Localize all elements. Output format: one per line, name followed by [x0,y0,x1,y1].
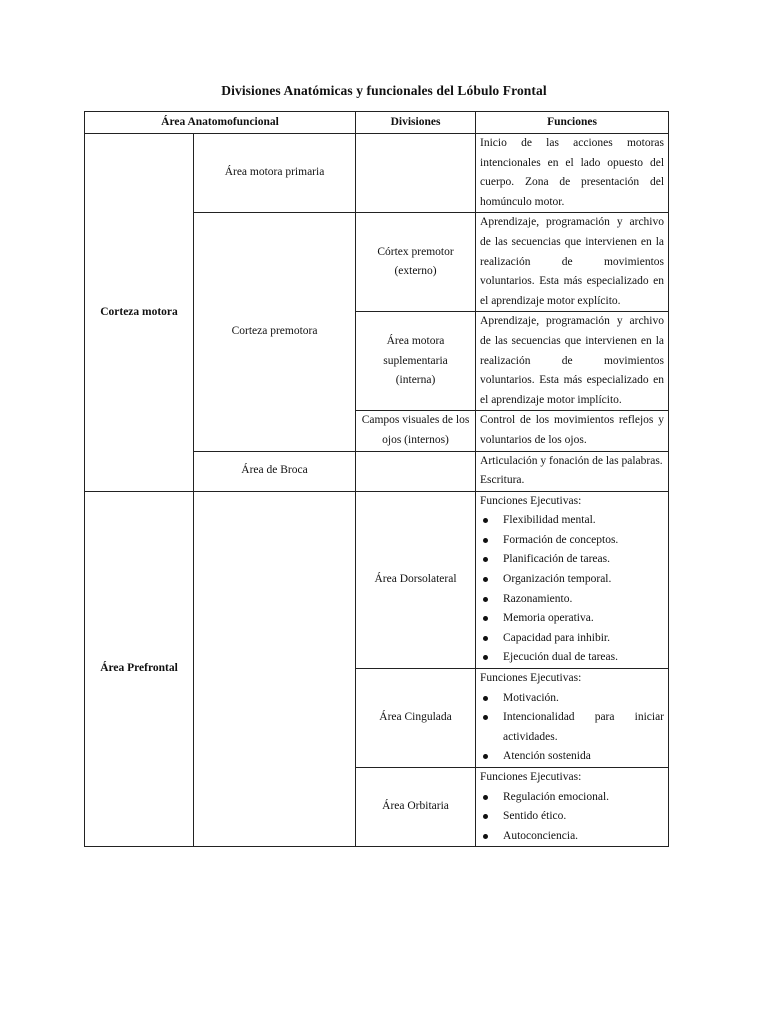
dorsolateral-list [480,511,664,668]
frontal-lobe-table [84,111,669,847]
funcion-orbitaria-cell [476,768,669,847]
funcion-cingulada-cell [476,669,669,768]
header-area: Área Anatomofuncional [85,112,356,134]
funciones-ejecutivas-heading: Funciones Ejecutivas: [480,494,582,507]
list-item: Autoconciencia. [480,827,664,847]
area-cingulada-cell: Área Cingulada [356,669,476,768]
funciones-ejecutivas-heading: Funciones Ejecutivas: [480,672,582,685]
empty-division-cell [356,451,476,491]
list-item: Memoria operativa. [480,609,664,629]
list-item: Razonamiento. [480,590,664,610]
list-item: Capacidad para inhibir. [480,629,664,649]
header-row [85,112,669,134]
list-item: Planificación de tareas. [480,550,664,570]
funcion-suplementaria-cell: Aprendizaje, programación y archivo de las secuencias que intervienen en la realización de movimientos voluntarios. Esta más especializado en el aprendizaje motor implícito. [476,312,669,411]
list-item: Organización temporal. [480,570,664,590]
area-motora-primaria-cell: Área motora primaria [194,134,356,213]
corteza-motora-cell: Corteza motora [85,134,194,492]
area-broca-cell: Área de Broca [194,451,356,491]
list-item: Atención sostenida [480,747,664,767]
list-item: Regulación emocional. [480,788,664,808]
funcion-cortex-premotor-cell: Aprendizaje, programación y archivo de las secuencias que intervienen en la realización de movimientos voluntarios. Esta más especializado en el aprendizaje motor explícito. [476,213,669,312]
funcion-primaria-cell: Inicio de las acciones motoras intencionales en el lado opuesto del cuerpo. Zona de presentación del homúnculo motor. [476,134,669,213]
document-title: Divisiones Anatómicas y funcionales del Lóbulo Frontal [221,83,547,98]
funcion-broca-line: Escritura. [480,474,525,487]
area-dorsolateral-cell: Área Dorsolateral [356,491,476,668]
area-orbitaria-cell: Área Orbitaria [356,768,476,847]
list-item: Motivación. [480,689,664,709]
funcion-campos-visuales-cell: Control de los movimientos reflejos y voluntarios de los ojos. [476,411,669,451]
empty-area-cell [194,491,356,847]
funciones-ejecutivas-heading: Funciones Ejecutivas: [480,771,582,783]
list-item: Intencionalidad para iniciar actividades. [480,708,664,747]
orbitaria-list [480,788,664,847]
list-item: Ejecución dual de tareas. [480,648,664,668]
header-funciones: Funciones [476,112,669,134]
table-row [85,134,669,213]
list-item: Sentido ético. [480,807,664,827]
funcion-broca-line: Articulación y fonación de las palabras. [480,454,663,467]
empty-division-cell [356,134,476,213]
list-item: Formación de conceptos. [480,531,664,551]
cingulada-list [480,689,664,767]
cortex-premotor-cell: Córtex premotor (externo) [356,213,476,312]
list-item: Flexibilidad mental. [480,511,664,531]
corteza-premotora-cell: Corteza premotora [194,213,356,451]
area-prefrontal-cell: Área Prefrontal [85,491,194,847]
header-divisiones: Divisiones [356,112,476,134]
funcion-dorsolateral-cell [476,491,669,668]
table-row [85,491,669,668]
campos-visuales-cell: Campos visuales de los ojos (internos) [356,411,476,451]
area-motora-suplementaria-cell: Área motora suplementaria (interna) [356,312,476,411]
funcion-broca-cell [476,451,669,491]
